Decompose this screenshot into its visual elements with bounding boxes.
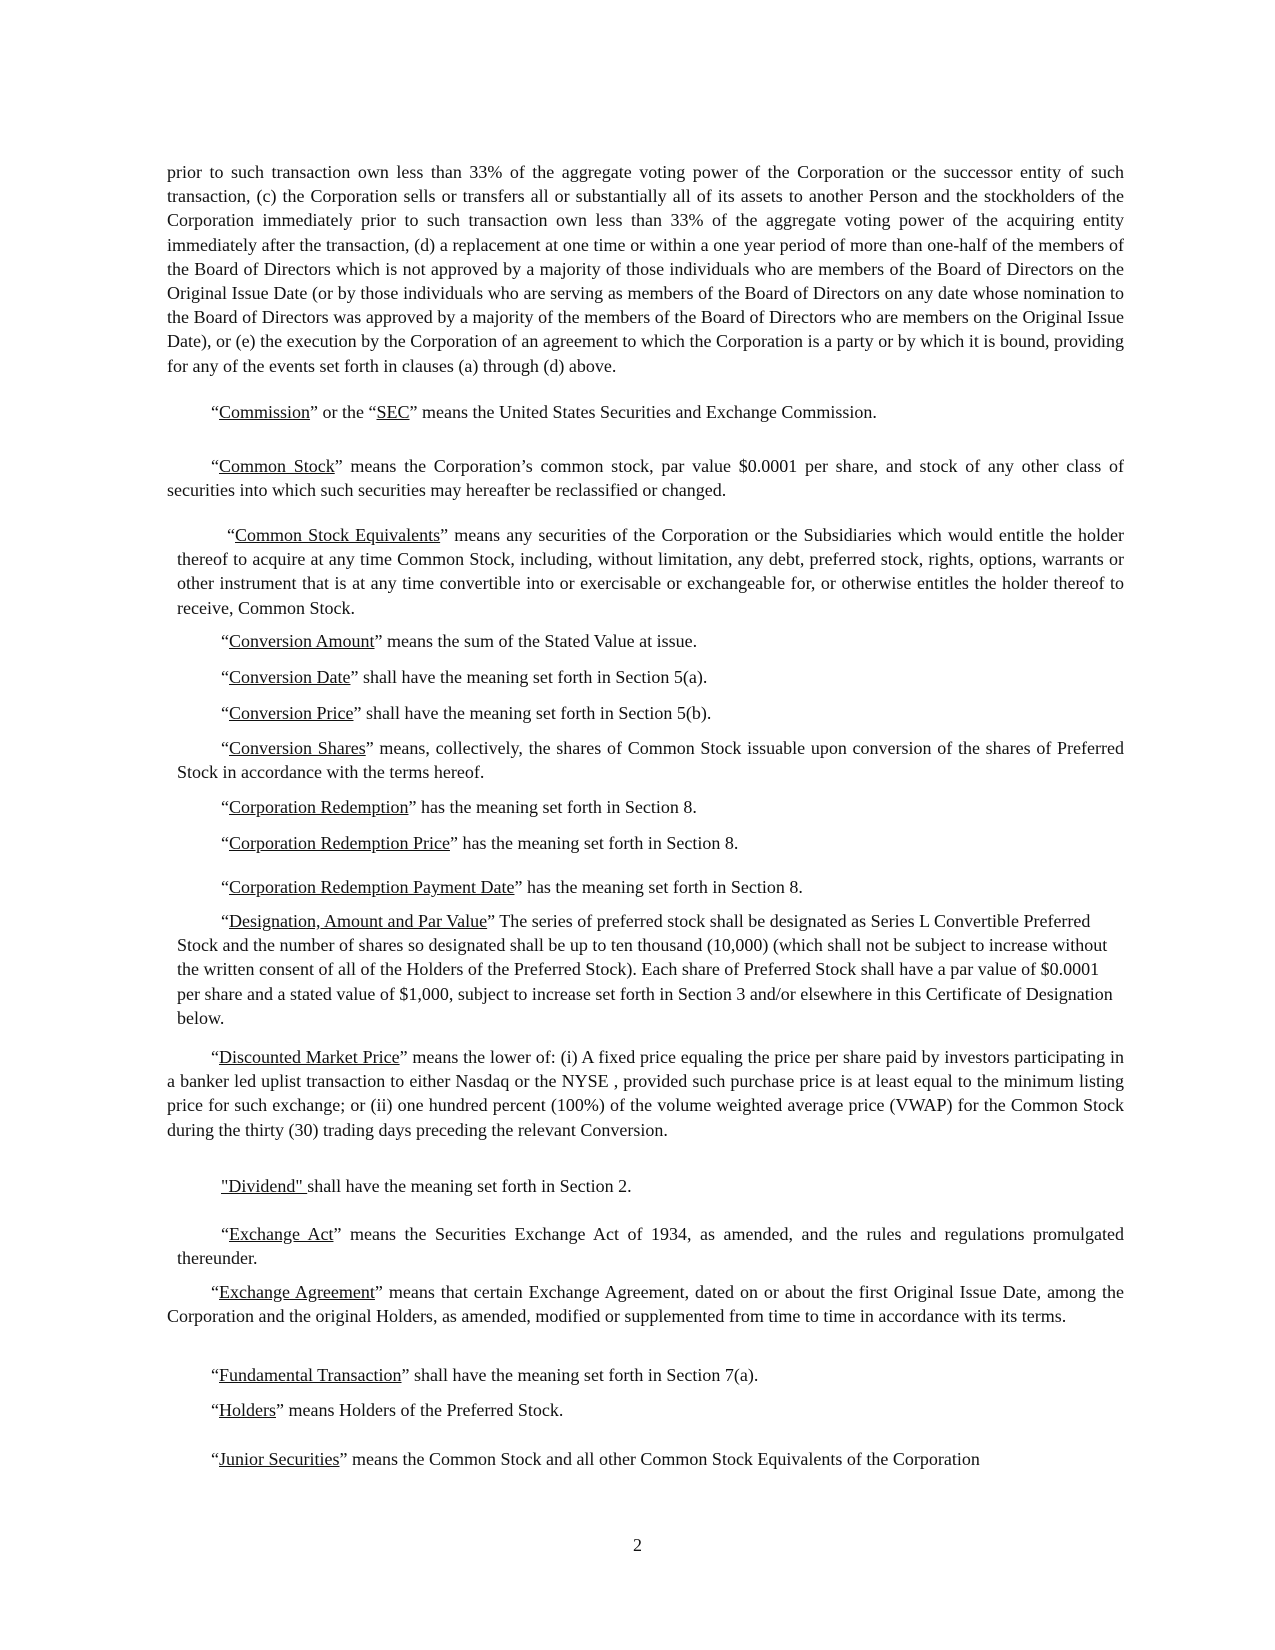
definition-text: ” means the United States Securities and Exchange Commission. (409, 402, 877, 422)
defined-term: "Dividend" (221, 1176, 308, 1196)
definition-conversion-date (177, 665, 1124, 689)
definition-discounted-market-price (167, 1045, 1124, 1142)
definition-exchange-agreement (167, 1280, 1124, 1328)
defined-term: Corporation Redemption Price (229, 833, 450, 853)
open-quote: “ (221, 631, 229, 651)
definition-holders (167, 1398, 1124, 1422)
open-quote: “ (221, 833, 229, 853)
defined-term-secondary: SEC (376, 402, 410, 422)
defined-term: Corporation Redemption Payment Date (229, 877, 515, 897)
definition-conversion-amount (177, 629, 1124, 653)
defined-term: Conversion Amount (229, 631, 375, 651)
definition-text: ” means the Securities Exchange Act of 1934, as amended, and the rules and regulations promulgated thereunder. (177, 1224, 1124, 1269)
open-quote: “ (211, 1400, 219, 1420)
definition-fundamental-transaction (167, 1363, 1124, 1387)
definition-text: ” means the Common Stock and all other Common Stock Equivalents of the Corporation (339, 1449, 980, 1469)
defined-term: Corporation Redemption (229, 797, 409, 817)
definition-text: ” The series of preferred stock shall be designated as Series L Convertible Preferred Stock and the number of shares so designated shall be up to ten thousand (10,000) (which shall not be subject to increase without the written consent of all of the Holders of the Preferred Stock). Each share of Preferred Stock shall have a par value of $0.0001 per share and a stated value of $1,000, subject to increase set forth in Section 3 and/or elsewhere in this Certificate of Designation below. (177, 911, 1113, 1028)
definition-text: ” shall have the meaning set forth in Section 5(a). (350, 667, 708, 687)
page-number: 2 (633, 1535, 642, 1555)
definition-text: ” means any securities of the Corporation or the Subsidiaries which would entitle the holder thereof to acquire at any time Common Stock, including, without limitation, any debt, preferred stock, rights, options, warrants or other instrument that is at any time convertible into or exercisable or exchangeable for, or otherwise entitles the holder thereof to receive, Common Stock. (177, 525, 1124, 618)
defined-term: Exchange Agreement (219, 1282, 375, 1302)
opening-paragraph: prior to such transaction own less than 33% of the aggregate voting power of the Corporation or the successor entity of such transaction, (c) the Corporation sells or transfers all or substantially all of its assets to another Person and the stockholders of the Corporation immediately prior to such transaction own less than 33% of the aggregate voting power of the acquiring entity immediately after the transaction, (d) a replacement at one time or within a one year period of more than one-half of the members of the Board of Directors which is not approved by a majority of those individuals who are members of the Board of Directors on the Original Issue Date (or by those individuals who are serving as members of the Board of Directors on any date whose nomination to the Board of Directors was approved by a majority of the members of the Board of Directors who are members on the Original Issue Date), or (e) the execution by the Corporation of an agreement to which the Corporation is a party or by which it is bound, providing for any of the events set forth in clauses (a) through (d) above. (167, 162, 1124, 376)
defined-term: Holders (219, 1400, 276, 1420)
definition-text: ” has the meaning set forth in Section 8. (514, 877, 803, 897)
defined-term: Common Stock Equivalents (235, 525, 441, 545)
definition-text: ” means the lower of: (i) A fixed price equaling the price per share paid by investors participating in a banker led uplist transaction to either Nasdaq or the NYSE , provided such purchase price is at least equal to the minimum listing price for such exchange; or (ii) one hundred percent (100%) of the volume weighted average price (VWAP) for the Common Stock during the thirty (30) trading days preceding the relevant Conversion. (167, 1047, 1124, 1140)
quote-connector: ” or the “ (310, 402, 377, 422)
open-quote: “ (227, 525, 235, 545)
definition-designation-amount-par-value (177, 909, 1124, 1030)
definition-conversion-price (177, 701, 1124, 725)
defined-term: Junior Securities (219, 1449, 340, 1469)
defined-term: Commission (219, 402, 311, 422)
open-quote: “ (221, 667, 229, 687)
defined-term: Discounted Market Price (219, 1047, 400, 1067)
open-quote: “ (211, 456, 219, 476)
defined-term: Designation, Amount and Par Value (229, 911, 488, 931)
open-quote: “ (221, 1224, 229, 1244)
definition-corporation-redemption (177, 795, 1124, 819)
open-quote: “ (211, 1365, 219, 1385)
definition-exchange-act (177, 1222, 1124, 1270)
definition-commission (167, 400, 1124, 424)
definition-common-stock (167, 454, 1124, 502)
definition-text: ” has the meaning set forth in Section 8. (408, 797, 697, 817)
definition-text: shall have the meaning set forth in Section 2. (307, 1176, 632, 1196)
open-quote: “ (221, 797, 229, 817)
open-quote: “ (211, 1449, 219, 1469)
definition-conversion-shares (177, 736, 1124, 784)
open-quote: “ (221, 877, 229, 897)
definition-junior-securities (167, 1447, 1124, 1471)
definition-text: ” means the sum of the Stated Value at issue. (374, 631, 698, 651)
definition-text: ” means that certain Exchange Agreement, dated on or about the first Original Issue Date, among the Corporation and the original Holders, as amended, modified or supplemented from time to time in accordance with its terms. (167, 1282, 1125, 1327)
open-quote: “ (221, 738, 229, 758)
definition-text: ” means, collectively, the shares of Common Stock issuable upon conversion of the shares of Preferred Stock in accordance with the terms hereof. (177, 738, 1124, 783)
open-quote: “ (221, 703, 229, 723)
defined-term: Fundamental Transaction (219, 1365, 402, 1385)
defined-term: Common Stock (219, 456, 335, 476)
definition-corporation-redemption-payment-date (177, 875, 1124, 899)
definition-text: ” shall have the meaning set forth in Section 7(a). (401, 1365, 759, 1385)
defined-term: Conversion Shares (229, 738, 366, 758)
definition-text: ” shall have the meaning set forth in Section 5(b). (353, 703, 712, 723)
open-quote: “ (221, 911, 229, 931)
defined-term: Exchange Act (229, 1224, 334, 1244)
defined-term: Conversion Price (229, 703, 354, 723)
open-quote: “ (211, 1047, 219, 1067)
open-quote: “ (211, 1282, 219, 1302)
defined-term: Conversion Date (229, 667, 351, 687)
definition-corporation-redemption-price (177, 831, 1124, 855)
definition-dividend (177, 1174, 1124, 1198)
definition-text: ” has the meaning set forth in Section 8. (449, 833, 739, 853)
definition-text: ” means Holders of the Preferred Stock. (276, 1400, 564, 1420)
definition-text: ” means the Corporation’s common stock, par value $0.0001 per share, and stock of any other class of securities into which such securities may hereafter be reclassified or changed. (167, 456, 1124, 501)
open-quote: “ (211, 402, 219, 422)
definition-common-stock-equivalents (177, 523, 1124, 620)
